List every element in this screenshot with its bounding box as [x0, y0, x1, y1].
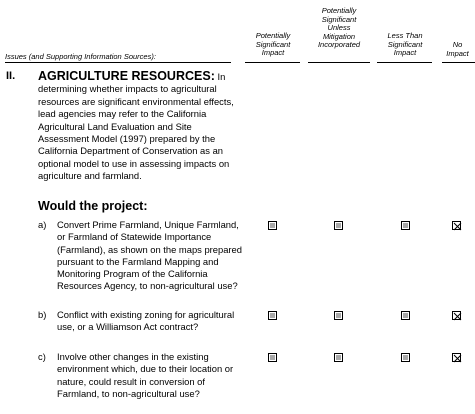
question-c-text: Involve other changes in the existing environment which, due to their location or nature, could result in conversion of Farmland, to non-agricultural use?: [57, 351, 234, 399]
col3-rule: [377, 62, 432, 63]
question-c-letter: c): [38, 351, 46, 362]
q-a-mitigation-checkbox[interactable]: [334, 221, 343, 230]
q-a-less-than-significant-checkbox[interactable]: [401, 221, 410, 230]
col4-line1: No: [452, 40, 463, 49]
q-b-no-impact-checkbox[interactable]: [452, 311, 461, 320]
col3-line3: Impact: [393, 48, 417, 57]
q-b-less-than-significant-checkbox[interactable]: [401, 311, 410, 320]
issues-header-rule: [5, 62, 231, 63]
question-a-text: Convert Prime Farmland, Unique Farmland, or Farmland of Statewide Importance (Farmland), as shown on the maps prepared pursuant to the Farmland Mapping and Monitoring Program of the California Resources Agency, to non-agricultural use?: [57, 219, 242, 292]
col1-line2: Significant: [255, 39, 291, 49]
col-header-no-impact: [440, 41, 475, 58]
checked-x-icon: [453, 312, 462, 321]
col1-line3: Impact: [261, 48, 285, 57]
col2-rule: [308, 62, 370, 63]
q-b-mitigation-checkbox[interactable]: [334, 311, 343, 320]
question-b-letter: b): [38, 309, 47, 320]
col-header-potentially-significant: [244, 32, 302, 58]
q-a-potentially-significant-checkbox[interactable]: [268, 221, 277, 230]
col3-line2: Significant: [387, 39, 423, 49]
q-c-potentially-significant-checkbox[interactable]: [268, 353, 277, 362]
question-a-letter: a): [38, 219, 47, 230]
section-intro: [38, 70, 243, 183]
q-c-less-than-significant-checkbox[interactable]: [401, 353, 410, 362]
issues-header-label: Issues (and Supporting Information Sources):: [5, 52, 156, 61]
col3-line1: Less Than: [387, 31, 423, 40]
col1-line1: Potentially: [255, 31, 291, 40]
section-number: II.: [6, 70, 16, 82]
col2-line1: Potentially: [321, 6, 357, 15]
col2-line4: Mitigation: [322, 31, 356, 41]
col-header-mitigation: [306, 7, 372, 50]
q-a-no-impact-checkbox[interactable]: [452, 221, 461, 230]
col2-line5: Incorporated: [317, 40, 361, 49]
checked-x-icon: [453, 354, 462, 363]
section-prompt: Would the project:: [38, 199, 148, 213]
col4-line2: Impact: [446, 48, 469, 58]
q-c-no-impact-checkbox[interactable]: [452, 353, 461, 362]
col1-rule: [245, 62, 300, 63]
col2-line3: Unless: [327, 23, 351, 32]
section-title: AGRICULTURE RESOURCES:: [38, 69, 215, 83]
col2-line2: Significant: [321, 14, 357, 24]
col4-rule: [442, 62, 475, 63]
q-c-mitigation-checkbox[interactable]: [334, 353, 343, 362]
col-header-less-than-significant: [375, 32, 435, 58]
q-b-potentially-significant-checkbox[interactable]: [268, 311, 277, 320]
question-b-text: Conflict with existing zoning for agricultural use, or a Williamson Act contract?: [57, 309, 235, 333]
checked-x-icon: [453, 222, 462, 231]
section-intro-text: In determining whether impacts to agricultural resources are significant environmental effects, lead agencies may refer to the California Agricultural Land Evaluation and Site Assessment Model (1997) prepared by the California Department of Conservation as an optional model to use in assessing impacts on agriculture and farmland.: [38, 71, 234, 182]
